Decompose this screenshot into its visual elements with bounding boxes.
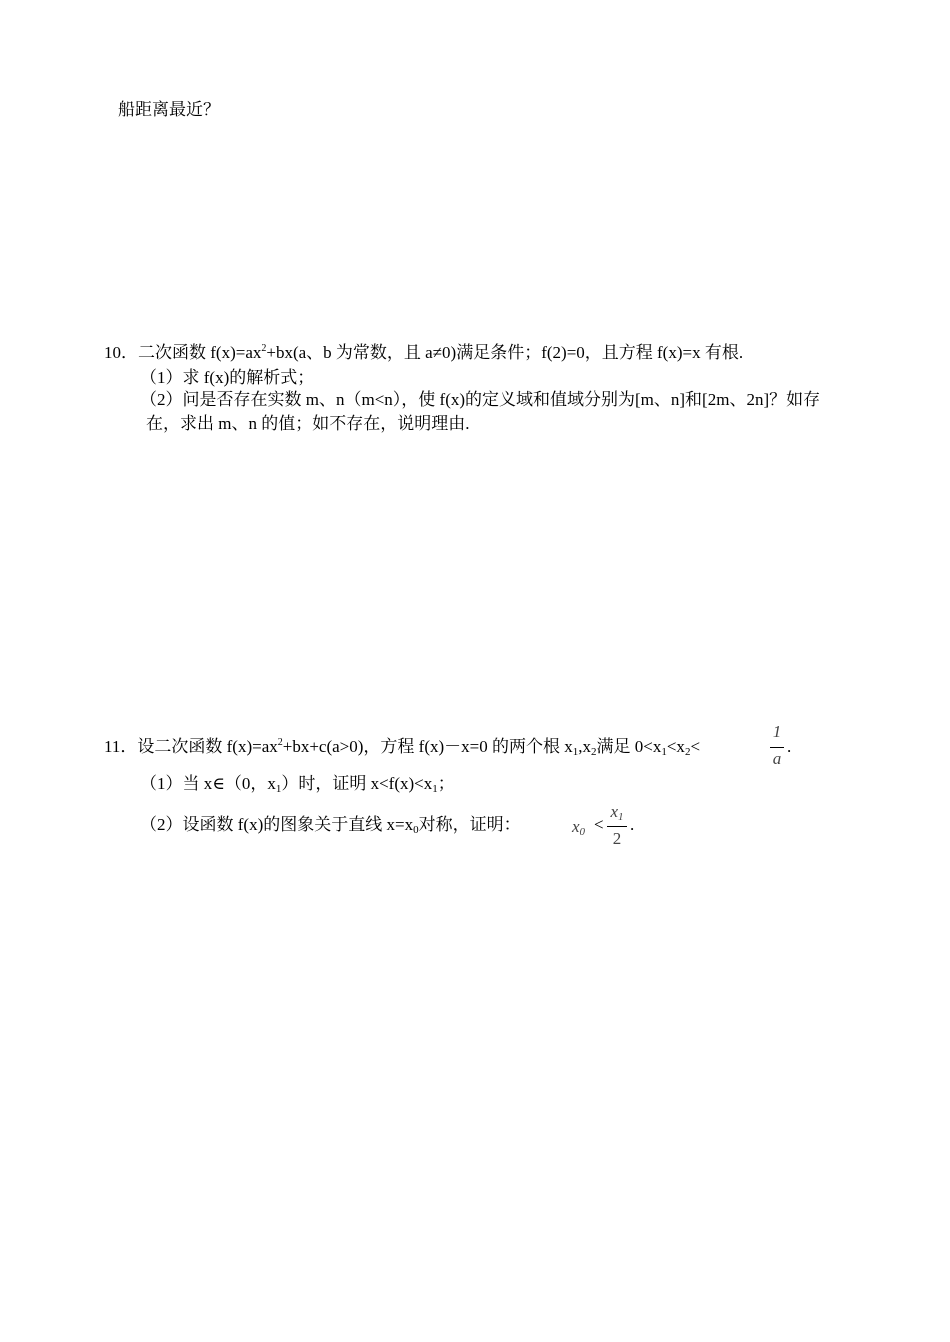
fraction-numerator: 1: [772, 722, 782, 741]
question-11-number: 11．: [104, 737, 138, 756]
fraction-denominator: 2: [612, 829, 622, 848]
question-11-stem-part-f: <: [690, 737, 701, 756]
subscript: 1: [618, 811, 624, 823]
continuation-text: [118, 99, 220, 121]
question-11-part-2-a: （2）设函数 f(x)的图象关于直线 x=x: [140, 815, 414, 834]
subscript: 0: [579, 826, 586, 838]
question-10-stem-part-a: 二次函数 f(x)=ax: [138, 343, 262, 362]
question-11-part-2-end: [630, 814, 634, 836]
less-than-symbol: <: [594, 815, 604, 834]
question-10-part-2-text-2: 在，求出 m、n 的值；如不存在，说明理由.: [146, 414, 470, 433]
fraction-bar: [607, 826, 627, 827]
subscript: 2: [684, 746, 691, 758]
question-11-part-1-c: ；: [437, 774, 455, 793]
subscript: 1: [572, 746, 579, 758]
inequality-lhs: [572, 816, 585, 838]
question-10-stem-part-b: +bx(a、b 为常数，且 a≠0)满足条件；f(2)=0，且方程 f(x)=x 有根.: [266, 343, 744, 362]
question-11-part-2-b: 对称，证明：: [418, 815, 521, 834]
question-11-exponent: 2: [277, 737, 283, 748]
question-11-stem-part-b: +bx+c(a>0)，方程 f(x)－x=0 的两个根 x: [282, 737, 573, 756]
subscript: 1: [432, 783, 438, 795]
question-11-stem: [104, 736, 700, 758]
question-10-stem: [104, 342, 743, 364]
question-11-part-1-b: ）时，证明 x<f(x)<x: [281, 774, 433, 793]
question-11-part-1-a: （1）当 x∈（0，x: [140, 774, 276, 793]
continuation-sentence: 船距离最近？: [118, 100, 220, 119]
question-10-part-1-text: （1）求 f(x)的解析式；: [140, 368, 315, 387]
question-11-stem-period: .: [787, 737, 792, 756]
question-11-stem-part-a: 设二次函数 f(x)=ax: [137, 737, 278, 756]
question-11-part-2: [140, 814, 521, 836]
variable-x: x: [572, 817, 580, 836]
fraction-numerator: $x_1$: [610, 802, 624, 823]
question-10-part-1: [140, 367, 314, 389]
fraction-bar: [770, 747, 784, 748]
question-11-part-1: [140, 773, 455, 795]
question-10-exponent: 2: [261, 343, 267, 354]
inequality-sign: [594, 814, 604, 836]
question-10-part-2-text-1: （2）问是否存在实数 m、n（m<n），使 f(x)的定义域和值域分别为[m、n]和[2m、2n]？如存: [140, 390, 821, 409]
question-10-part-2-line-1: [140, 389, 820, 411]
subscript: 1: [661, 746, 667, 758]
fraction-denominator: a: [772, 749, 782, 768]
question-11-stem-part-d: 满足 0<x: [596, 737, 662, 756]
subscript: 2: [591, 746, 597, 758]
subscript: 1: [275, 783, 282, 795]
subscript: 0: [413, 824, 419, 836]
question-10-part-2-line-2: [146, 413, 469, 435]
question-11-stem-part-c: ,x: [578, 737, 591, 756]
question-11-stem-end: [787, 736, 791, 758]
question-11-stem-part-e: <x: [666, 737, 685, 756]
question-11-part-2-period: .: [630, 815, 635, 834]
question-10-number: 10．: [104, 343, 138, 362]
